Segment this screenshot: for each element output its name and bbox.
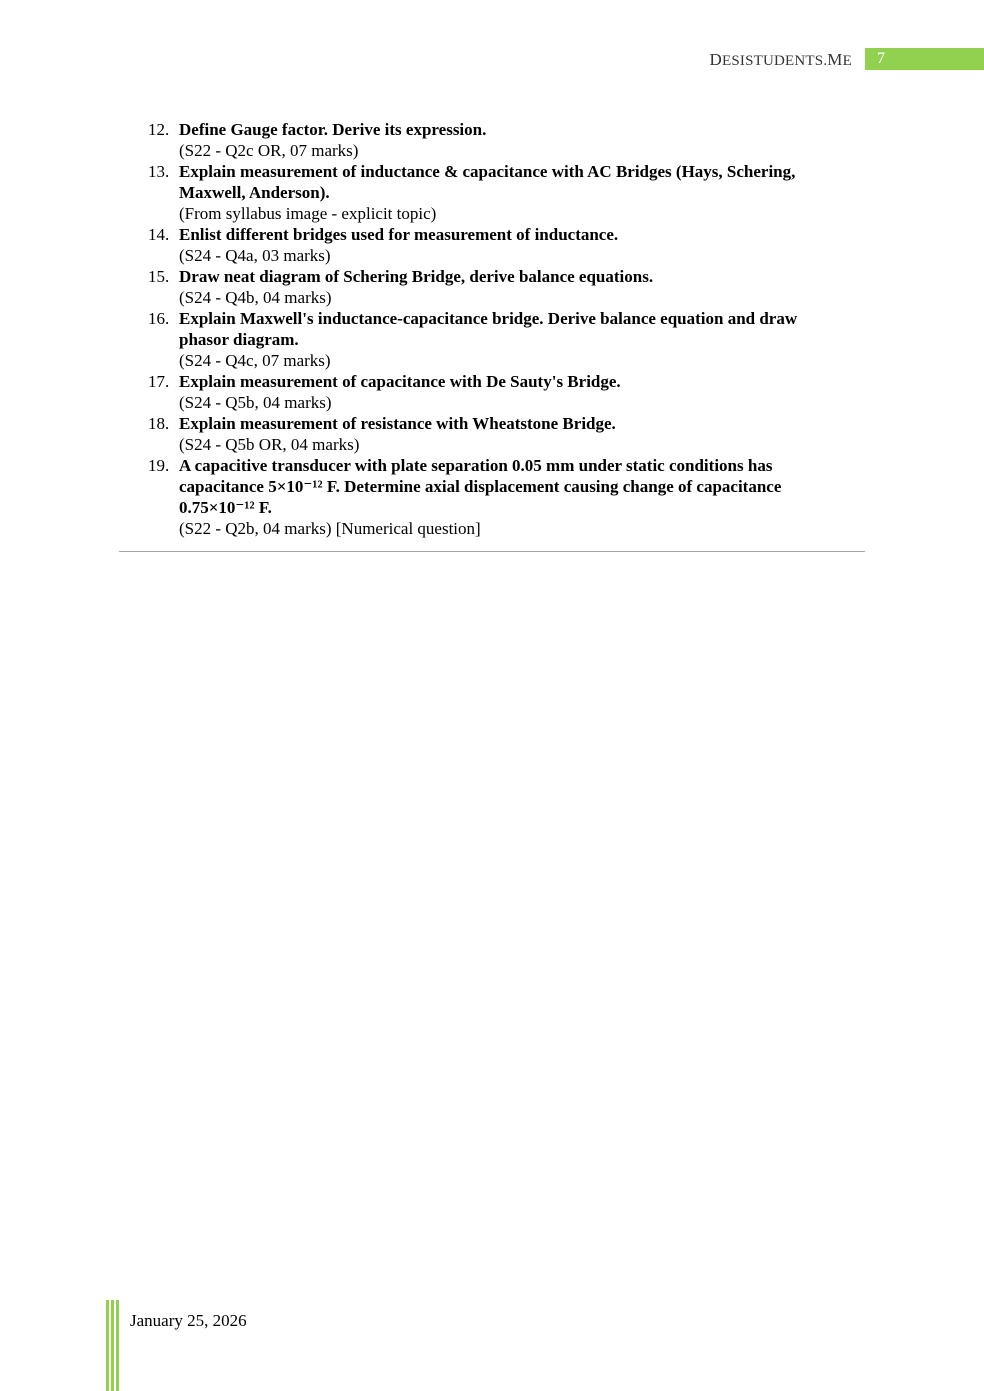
question-text: Explain measurement of resistance with Wheatstone Bridge. <box>179 414 616 433</box>
question-source: (S22 - Q2c OR, 07 marks) <box>179 141 359 160</box>
question-text: Draw neat diagram of Schering Bridge, derive balance equations. <box>179 267 654 286</box>
question-source: (S24 - Q4c, 07 marks) <box>179 351 331 370</box>
question-item <box>148 161 848 224</box>
page-number-badge <box>865 48 984 70</box>
question-item <box>148 413 848 455</box>
question-source: (S24 - Q4a, 03 marks) <box>179 246 331 265</box>
page-number: 7 <box>877 50 885 67</box>
question-source: (From syllabus image - explicit topic) <box>179 204 437 223</box>
question-text: A capacitive transducer with plate separation 0.05 mm under static conditions has capacitance 5×10⁻¹² F. Determine axial displacement causing change of capacitance 0.75×10⁻¹² F. <box>179 456 782 517</box>
question-number: 16. <box>148 309 170 328</box>
footer-date: January 25, 2026 <box>130 1311 247 1330</box>
question-source: (S24 - Q5b OR, 04 marks) <box>179 435 360 454</box>
question-text: Explain measurement of capacitance with De Sauty's Bridge. <box>179 372 621 391</box>
question-source: (S24 - Q5b, 04 marks) <box>179 393 332 412</box>
question-source: (S24 - Q4b, 04 marks) <box>179 288 332 307</box>
site-name <box>709 50 852 70</box>
footer-bar <box>116 1300 119 1391</box>
footer-bar <box>106 1300 109 1391</box>
question-text: Define Gauge factor. Derive its expression. <box>179 120 487 139</box>
question-number: 15. <box>148 267 170 286</box>
question-item <box>148 224 848 266</box>
question-number: 19. <box>148 456 170 475</box>
site-name-rest: ESISTUDENTS <box>721 53 824 69</box>
question-text: Explain measurement of inductance & capacitance with AC Bridges (Hays, Schering, Maxwell, Anderson). <box>179 162 796 202</box>
question-source: (S22 - Q2b, 04 marks) [Numerical question] <box>179 519 481 538</box>
section-divider <box>119 551 865 552</box>
site-tld-initial: M <box>827 50 843 69</box>
site-tld-rest: E <box>842 53 852 69</box>
question-number: 18. <box>148 414 170 433</box>
question-list <box>148 119 848 539</box>
question-item <box>148 371 848 413</box>
question-number: 12. <box>148 120 170 139</box>
footer-decoration <box>106 1300 118 1391</box>
site-name-initial: D <box>709 50 722 69</box>
question-text: Explain Maxwell's inductance-capacitance bridge. Derive balance equation and draw phasor diagram. <box>179 309 798 349</box>
question-text: Enlist different bridges used for measurement of inductance. <box>179 225 619 244</box>
question-item <box>148 308 848 371</box>
question-item <box>148 119 848 161</box>
question-item <box>148 266 848 308</box>
footer-bar <box>111 1300 114 1391</box>
question-number: 17. <box>148 372 170 391</box>
question-number: 14. <box>148 225 170 244</box>
site-name-dot: . <box>823 53 828 69</box>
question-number: 13. <box>148 162 170 181</box>
question-item <box>148 455 848 539</box>
